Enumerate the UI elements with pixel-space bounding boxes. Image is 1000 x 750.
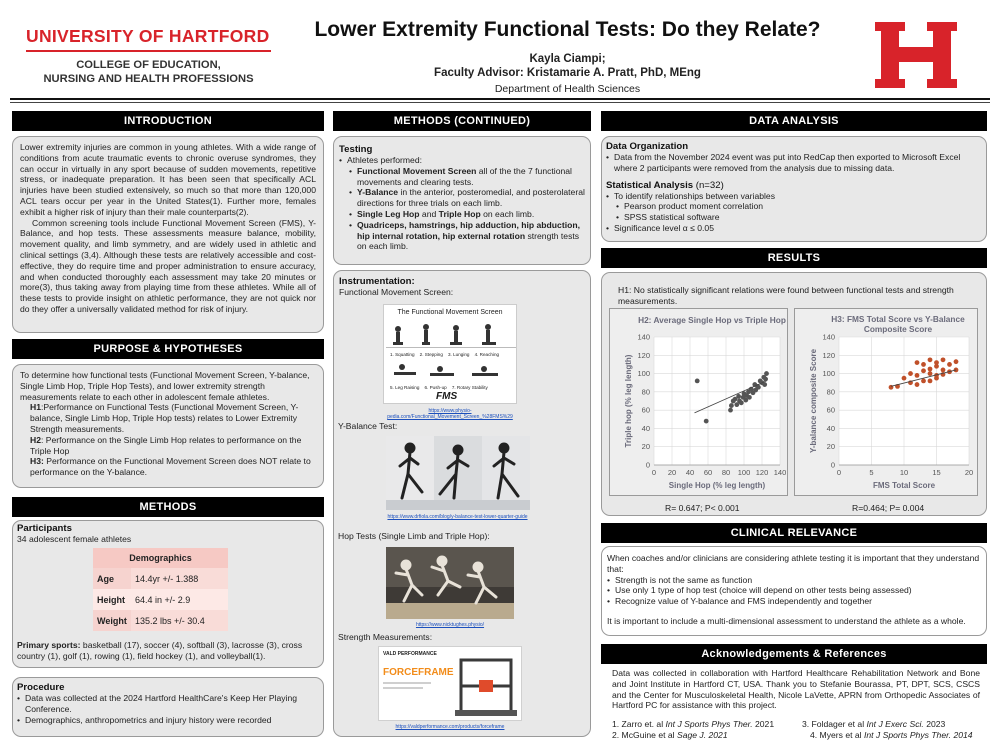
x-axis-label: Single Hop (% leg length) <box>668 481 766 490</box>
x-tick-label: 20 <box>964 468 974 477</box>
hypothesis-2: H2: Performance on the Single Limb Hop relates to performance on the Triple Hop <box>30 434 302 456</box>
list-item: • Y-Balance in the anterior, posteromedial, and posterolateral directions for three trials on each limb. <box>349 187 585 209</box>
author: Kayla Ciampi; <box>529 53 606 65</box>
y-tick-label: 60 <box>641 405 650 415</box>
list-item: • Data from the November 2024 event was put into RedCap then exported to Microsoft Excel where 2 participants were removed from the analysis due to missing data. <box>606 152 982 174</box>
chart-h3-stat: R=0.464; P= 0.004 <box>852 503 925 513</box>
purpose-heading: PURPOSE & HYPOTHESES <box>12 339 324 359</box>
table-row: Weight 135.2 lbs +/- 30.4 <box>93 610 228 631</box>
data-point <box>736 394 741 399</box>
participants-text: 34 adolescent female athletes <box>17 534 132 544</box>
y-balance-label: Y-Balance Test: <box>338 421 398 431</box>
clinical-intro: When coaches and/or clinicians are considering athlete testing it is important that they understand that: <box>607 553 980 574</box>
reference-4: 4. Myers et al Int J Sports Phys Ther. 2014 <box>810 730 973 741</box>
h1-result: H1: No statistically significant relations were found between functional tests and strength measurements. <box>618 285 954 306</box>
fms-moves-row-2: 5. Leg Raising 6. Push-up 7. Rotary Stability <box>390 385 488 390</box>
y-tick-label: 40 <box>826 423 835 433</box>
references <box>612 719 980 741</box>
acknowledgements-text: Data was collected in collaboration with Hartford Healthcare Rehabilitation Network and Bone and Joint Institute in Hartford CT, USA. Thank you to Stefanie Bourassa, PT, DPT, SCS, CSCS and the Center for Musculoskeletal Health, Nicole LaVette, APRN from Orthopedic Associates of Hartford PC for assistance with this project. <box>612 668 980 711</box>
purpose-panel <box>12 364 324 488</box>
athlete-figures-icon <box>386 436 530 510</box>
data-point <box>908 371 913 376</box>
data-point <box>934 360 939 365</box>
chart-h2-stat: R= 0.647; P< 0.001 <box>665 503 740 513</box>
statistical-analysis-heading: Statistical Analysis (n=32) <box>606 179 724 191</box>
forceframe-image <box>378 646 522 721</box>
data-point <box>954 359 959 364</box>
data-point <box>915 382 920 387</box>
testing-panel <box>333 136 591 265</box>
primary-sports: Primary sports: basketball (17), soccer (4), softball (3), lacrosse (3), cross country (1), golf (1), rowing (1), field hockey (1), and volleyball(1). <box>17 640 303 661</box>
x-tick-label: 140 <box>773 468 787 477</box>
x-tick-label: 100 <box>737 468 751 477</box>
data-point <box>928 357 933 362</box>
list-item: • Functional Movement Screen all of the the 7 functional movements and clearing tests. <box>349 166 585 188</box>
college-line-1: COLLEGE OF EDUCATION, <box>76 59 221 71</box>
x-tick-label: 5 <box>869 468 874 477</box>
procedure-panel <box>12 677 324 737</box>
university-name: UNIVERSITY OF HARTFORD <box>26 26 270 46</box>
chart-h3-plot <box>795 309 979 497</box>
y-axis-label: Triple hop (% leg length) <box>624 354 633 448</box>
data-point <box>902 376 907 381</box>
x-tick-label: 0 <box>651 468 657 477</box>
y-balance-image-link[interactable]: https://www.drfiola.com/blog/y-balance-test-lower-quarter-guide <box>387 514 528 520</box>
chart-h3-title: H3: FMS Total Score vs Y-Balance Composite Score <box>831 314 965 334</box>
data-point <box>921 362 926 367</box>
x-tick-label: 120 <box>755 468 769 477</box>
y-balance-image <box>386 436 530 510</box>
data-point <box>763 377 768 382</box>
forceframe-name: FORCEFRAME <box>383 667 454 678</box>
chart-h2 <box>609 308 788 496</box>
reference-2: 2. McGuine et al Sage J. 2021 <box>612 730 728 741</box>
list-item: • Quadriceps, hamstrings, hip adduction, hip abduction, hip internal rotation, hip external rotation strength tests on each limb. <box>349 220 585 252</box>
x-tick-label: 40 <box>685 468 695 477</box>
procedure-heading: Procedure <box>17 682 65 693</box>
y-tick-label: 0 <box>830 460 835 470</box>
y-tick-label: 140 <box>822 332 835 342</box>
demographics-title: Demographics <box>93 548 228 568</box>
introduction-panel <box>12 136 324 333</box>
department: Department of Health Sciences <box>494 83 641 95</box>
data-analysis-heading: DATA ANALYSIS <box>601 111 987 131</box>
introduction-para-1: Lower extremity injuries are common in young athletes. With a wide range of conditions from acute traumatic events to chronic overuse syndromes, they can occur in virtually in any sport because of sudden movements, repetitive stress, or inadequate preparation. It has been seen that specifically ACL injuries have been studied extensively, so much so that more than 120,000 ACL tears occur per year in the United States(1). Further more, females exhibit a higher risk of injury than their male counterparts(2). <box>20 142 316 217</box>
y-tick-label: 0 <box>645 460 650 470</box>
list-item: • SPSS statistical software <box>616 212 982 223</box>
clinical-closing: It is important to include a multi-dimensional assessment to understand the athlete as a whole. <box>607 615 966 626</box>
methods-heading: METHODS <box>12 497 324 517</box>
header-divider <box>10 98 990 100</box>
hop-tests-image-link[interactable]: https://www.nicktughes.physio/ <box>415 622 485 628</box>
data-point <box>921 378 926 383</box>
data-point <box>728 408 733 413</box>
hypothesis-1: H1:Performance on Functional Tests (Functional Movement Screen, Y-balance, Single Limb Hop, Triple Hop tests) relates to Lower Extremity Strength measurements. <box>30 402 299 434</box>
hopping-athletes-icon <box>386 547 514 619</box>
fms-label: Functional Movement Screen: <box>339 287 454 297</box>
list-item: • To identify relationships between variables <box>606 191 982 202</box>
poster-header <box>300 18 835 95</box>
clinical-relevance-heading: CLINICAL RELEVANCE <box>601 523 987 543</box>
data-point <box>921 368 926 373</box>
x-tick-label: 60 <box>703 468 713 477</box>
data-point <box>695 378 700 383</box>
y-tick-label: 20 <box>641 442 650 452</box>
list-item: • Use only 1 type of hop test (choice will depend on other tests being assessed) <box>607 585 981 596</box>
data-point <box>739 400 744 405</box>
chart-h3 <box>794 308 978 496</box>
y-tick-label: 100 <box>822 369 835 379</box>
demographics-table <box>93 548 228 631</box>
y-axis-label: Y-balance composite Score <box>809 348 818 454</box>
y-tick-label: 120 <box>822 350 835 360</box>
reference-1: 1. Zarro et. al Int J Sports Phys Ther. 2021 <box>612 719 775 730</box>
data-organization-heading: Data Organization <box>606 141 689 152</box>
data-point <box>915 373 920 378</box>
data-point <box>941 357 946 362</box>
hop-tests-label: Hop Tests (Single Limb and Triple Hop): <box>338 531 490 541</box>
list-item: • Recognize value of Y-balance and FMS independently and together <box>607 596 981 607</box>
list-item: • Strength is not the same as function <box>607 575 981 586</box>
hypothesis-3: H3: Performance on the Functional Movement Screen does NOT relate to performance on the Y-balance. <box>30 456 311 478</box>
fms-image <box>383 304 517 404</box>
list-item: • Data was collected at the 2024 Hartford HealthCare's Keep Her Playing Conference. <box>17 693 319 715</box>
college-line-2: NURSING AND HEALTH PROFESSIONS <box>43 73 254 85</box>
results-heading: RESULTS <box>601 248 987 268</box>
data-point <box>941 368 946 373</box>
data-point <box>947 362 952 367</box>
y-tick-label: 20 <box>826 442 835 452</box>
fms-logo: FMS <box>436 391 458 402</box>
chart-h2-title: H2: Average Single Hop vs Triple Hop <box>638 315 786 325</box>
y-tick-label: 60 <box>826 405 835 415</box>
acknowledgements-heading: Acknowledgements & References <box>601 644 987 664</box>
list-item: • Athletes performed: <box>339 155 585 166</box>
x-tick-label: 15 <box>932 468 941 477</box>
data-point <box>704 419 709 424</box>
chart-h2-plot <box>610 309 789 497</box>
table-row: Height 64.4 in +/- 2.9 <box>93 589 228 610</box>
introduction-para-2: Common screening tools include Functional Movement Screen (FMS), Y-Balance, and hop tests. These assessments measure balance, mobility, movement quality, and limb symmetry, and are widely used in athletic and clinical settings (3,4). Although these tests are relatively accessible and cost-effective, they do require time and proper administration to ensure accuracy, and when conducted thoroughly each assessment may take 20 minutes or more(3), thus taking away from playing time from these athletes. While all of these tests to provide insight on athletic performance, they are not quick nor do they offer a universally validated method for risk of injury. <box>20 217 316 314</box>
x-axis-label: FMS Total Score <box>872 481 936 490</box>
plot-area <box>654 337 780 465</box>
poster-title: Lower Extremity Functional Tests: Do they Relate? <box>314 18 821 41</box>
vald-brand: VALD PERFORMANCE <box>383 651 437 657</box>
hartford-h-logo-icon <box>875 22 957 88</box>
x-tick-label: 10 <box>899 468 909 477</box>
y-tick-label: 80 <box>641 387 650 397</box>
participants-heading: Participants <box>17 523 72 534</box>
x-tick-label: 20 <box>667 468 677 477</box>
acknowledgements-block <box>612 668 980 741</box>
data-point <box>764 371 769 376</box>
data-point <box>729 403 734 408</box>
x-tick-label: 80 <box>721 468 731 477</box>
x-tick-label: 0 <box>836 468 842 477</box>
data-point <box>928 367 933 372</box>
header-divider-thin <box>10 102 990 103</box>
forceframe-device-icon <box>451 650 521 720</box>
list-item: • Demographics, anthropometrics and injury history were recorded <box>17 715 319 726</box>
forceframe-image-link[interactable]: https://valdperformance.com/products/forceframe <box>395 724 505 730</box>
logo-rule <box>26 50 271 52</box>
data-point <box>934 376 939 381</box>
y-tick-label: 80 <box>826 387 835 397</box>
y-tick-label: 140 <box>637 332 650 342</box>
table-row: Age 14.4yr +/- 1.388 <box>93 568 228 589</box>
data-point <box>915 360 920 365</box>
hop-tests-image <box>386 547 514 619</box>
clinical-relevance-panel <box>601 546 987 636</box>
data-point <box>747 395 752 400</box>
data-point <box>928 378 933 383</box>
purpose-intro: To determine how functional tests (Functional Movement Screen, Y-balance, Single Limb Hop, Triple Hop Tests), and lower extremity strength measurements relate to each other in adolescent female athletes. <box>20 370 310 402</box>
y-tick-label: 120 <box>637 350 650 360</box>
data-point <box>928 371 933 376</box>
list-item: • Pearson product moment correlation <box>616 201 982 212</box>
faculty-advisor: Faculty Advisor: Kristamarie A. Pratt, PhD, MEng <box>434 67 701 79</box>
strength-label: Strength Measurements: <box>338 632 433 642</box>
fms-image-title: The Functional Movement Screen <box>397 309 503 316</box>
university-logo <box>26 26 271 86</box>
instrumentation-heading: Instrumentation: <box>339 276 415 287</box>
reference-3: 3. Foldager et al Int J Exerc Sci. 2023 <box>802 719 946 730</box>
data-analysis-panel <box>601 136 987 242</box>
list-item: • Significance level α ≤ 0.05 <box>606 223 982 234</box>
fms-moves-row-1: 1. Squatting 2. Stepping 3. Lunging 4. Reaching <box>390 352 500 357</box>
y-tick-label: 100 <box>637 369 650 379</box>
fms-image-link[interactable]: https://www.physio-pedia.com/Functional_Movement_Screen_%28FMS%29 <box>387 408 513 420</box>
list-item: • Single Leg Hop and Triple Hop on each limb. <box>349 209 585 220</box>
testing-heading: Testing <box>339 144 373 155</box>
y-tick-label: 40 <box>641 423 650 433</box>
methods-continued-heading: METHODS (CONTINUED) <box>333 111 591 131</box>
introduction-heading: INTRODUCTION <box>12 111 324 131</box>
